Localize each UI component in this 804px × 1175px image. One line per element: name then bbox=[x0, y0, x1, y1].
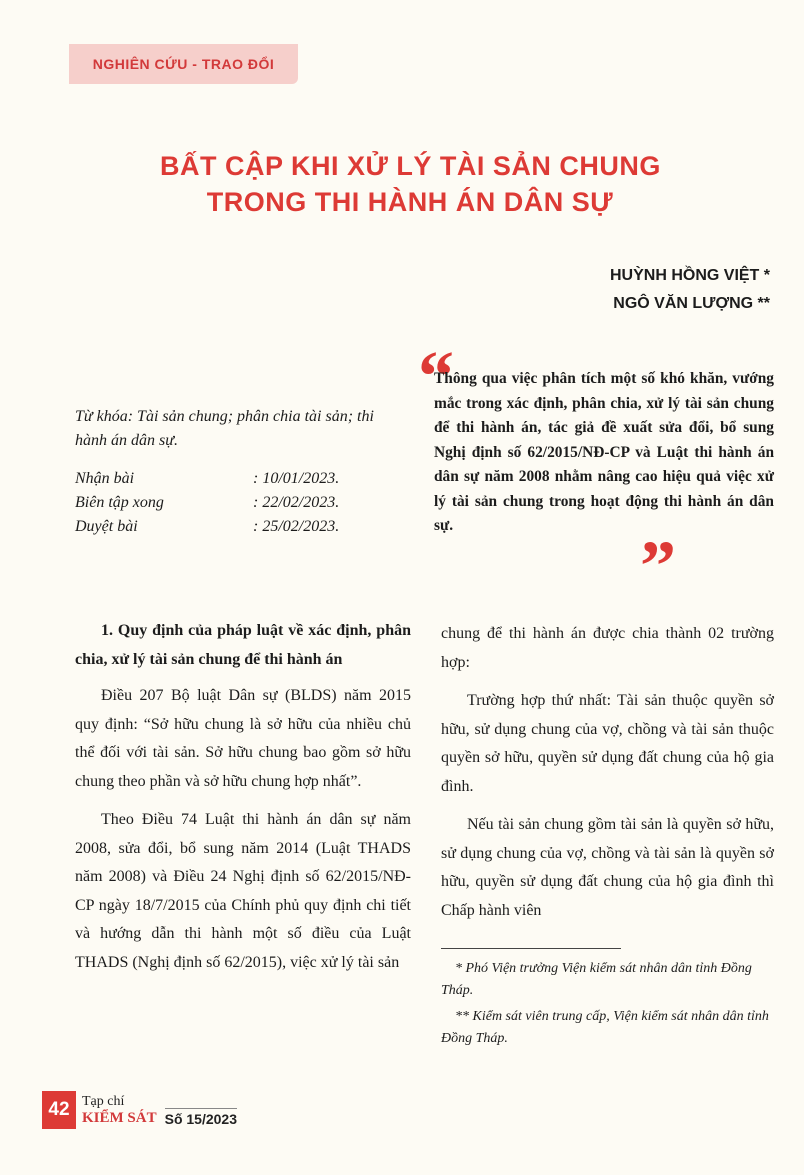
date-row bbox=[75, 515, 339, 539]
footnotes bbox=[441, 958, 774, 1054]
date-row bbox=[75, 467, 339, 491]
body-paragraph: Điều 207 Bộ luật Dân sự (BLDS) năm 2015 quy định: “Sở hữu chung là sở hữu của nhiều chủ thể đối với tài sản. Sở hữu chung bao gồm sở hữu chung theo phần và sở hữu chung hợp nhất”. bbox=[75, 687, 411, 790]
journal-line-1: Tạp chí bbox=[82, 1094, 125, 1109]
date-table bbox=[75, 467, 339, 539]
date-value: : 22/02/2023. bbox=[253, 494, 340, 511]
body-paragraph: Trường hợp thứ nhất: Tài sản thuộc quyền sở hữu, sử dụng chung của vợ, chồng và tài sản thuộc quyền sở hữu, quyền sử dụng đất chung của hộ gia đình. bbox=[441, 692, 774, 795]
body-paragraph: Nếu tài sản chung gồm tài sản là quyền sở hữu, sử dụng chung của vợ, chồng và tài sản là quyền sở hữu, quyền sử dụng đất chung của hộ gia đình thì Chấp hành viên bbox=[441, 816, 774, 919]
close-quote-icon: ” bbox=[640, 526, 676, 606]
abstract: Thông qua việc phân tích một số khó khăn, vướng mắc trong xác định, phân chia, xử lý tài sản chung để thi hành án, tác giả đề xuất sửa đổi, bổ sung Nghị định số 62/2015/NĐ-CP và Luật thi hành án dân sự năm 2008 nhằm nâng cao hiệu quả việc xử lý tài sản chung trong hoạt động thi hành án dân sự. bbox=[434, 370, 774, 534]
footnote: ** Kiểm sát viên trung cấp, Viện kiểm sát nhân dân tỉnh Đồng Tháp. bbox=[441, 1009, 769, 1046]
date-row bbox=[75, 491, 339, 515]
page-number: 42 bbox=[42, 1091, 76, 1129]
page-footer bbox=[42, 1088, 237, 1132]
keywords: Từ khóa: Tài sản chung; phân chia tài sản; thi hành án dân sự. bbox=[75, 408, 374, 449]
footnote-divider bbox=[441, 948, 621, 949]
author-list bbox=[610, 262, 770, 318]
date-label: Duyệt bài bbox=[75, 518, 138, 535]
date-value: : 25/02/2023. bbox=[253, 518, 340, 535]
author-2: NGÔ VĂN LƯỢNG ** bbox=[613, 295, 770, 312]
left-column bbox=[75, 617, 411, 987]
section-heading: 1. Quy định của pháp luật về xác định, phân chia, xử lý tài sản chung để thi hành án bbox=[75, 622, 411, 668]
body-paragraph: Theo Điều 74 Luật thi hành án dân sự năm 2008, sửa đổi, bổ sung năm 2014 (Luật THADS năm 2008) và Điều 24 Nghị định số 62/2015/NĐ-CP ngày 18/7/2015 của Chính phủ quy định chi tiết và hướng dẫn thi hành một số điều của Luật THADS (Nghị định số 62/2015), việc xử lý tài sản bbox=[75, 811, 411, 971]
article-meta bbox=[75, 405, 375, 539]
issue-number: Số 15/2023 bbox=[165, 1108, 237, 1127]
title-line-1: BẤT CẬP KHI XỬ LÝ TÀI SẢN CHUNG bbox=[160, 151, 661, 181]
title-line-2: TRONG THI HÀNH ÁN DÂN SỰ bbox=[206, 187, 614, 217]
date-value: : 10/01/2023. bbox=[253, 470, 340, 487]
date-label: Biên tập xong bbox=[75, 494, 164, 511]
date-label: Nhận bài bbox=[75, 470, 135, 487]
author-1: HUỲNH HỒNG VIỆT * bbox=[609, 267, 770, 284]
journal-line-2: KIỂM SÁT bbox=[82, 1110, 157, 1126]
footnote: * Phó Viện trưởng Viện kiểm sát nhân dân tỉnh Đồng Tháp. bbox=[441, 961, 752, 998]
article-title bbox=[160, 148, 660, 220]
open-quote-icon: “ bbox=[418, 336, 454, 416]
right-column bbox=[441, 620, 774, 935]
body-paragraph-continued: chung để thi hành án được chia thành 02 trường hợp: bbox=[441, 625, 774, 671]
journal-name bbox=[82, 1093, 157, 1127]
section-label: NGHIÊN CỨU - TRAO ĐỔI bbox=[92, 56, 275, 72]
section-tab bbox=[69, 44, 298, 84]
